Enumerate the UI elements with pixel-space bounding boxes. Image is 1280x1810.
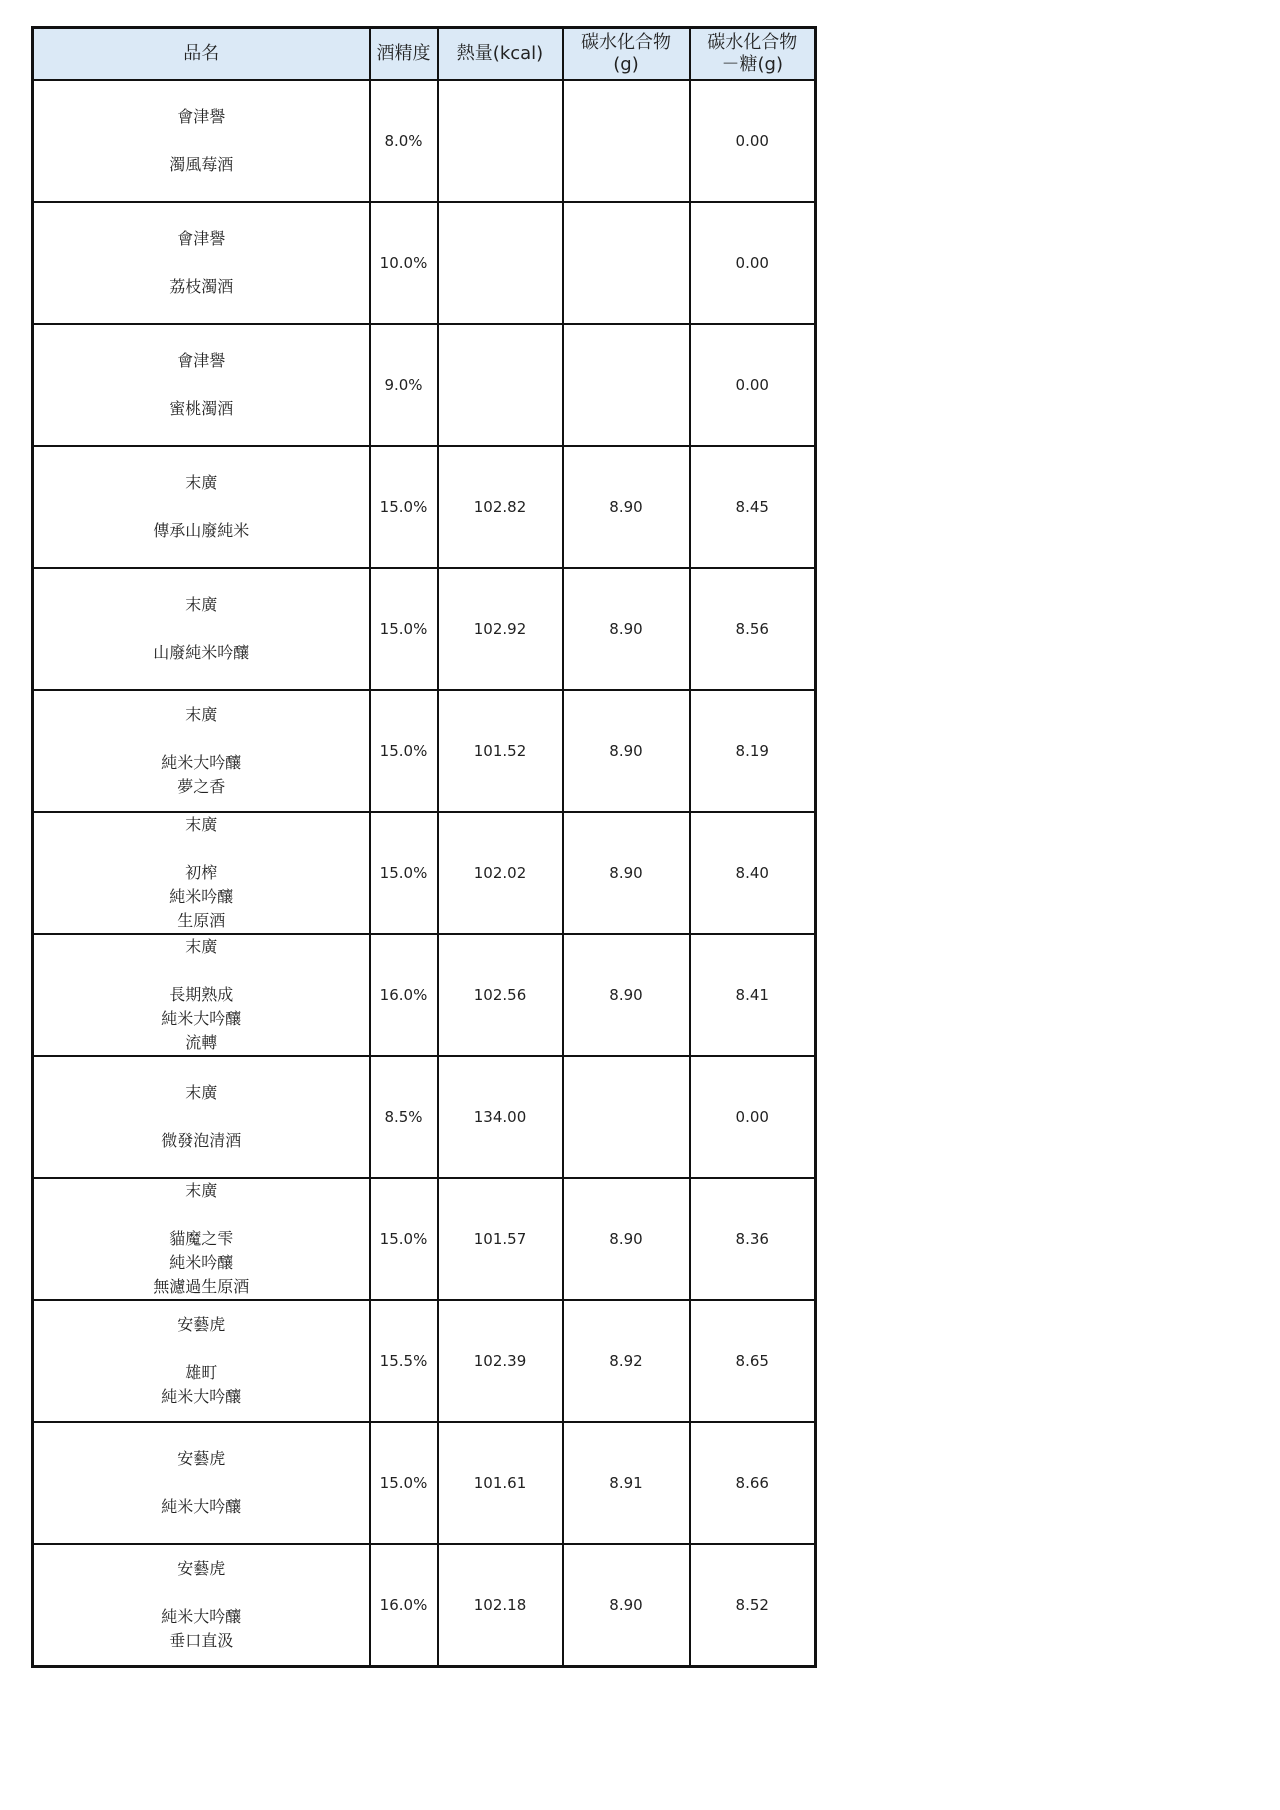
- product-name-line: 夢之香: [177, 777, 226, 796]
- carbohydrates-cell: [563, 202, 690, 324]
- product-name-line: 長期熟成: [169, 985, 234, 1004]
- name-spacer: [34, 959, 369, 983]
- sugar-cell: 0.00: [690, 1056, 816, 1178]
- product-name-line: 濁風莓酒: [169, 155, 234, 174]
- header-product-name: 品名: [33, 28, 370, 81]
- carbohydrates-cell: 8.90: [563, 568, 690, 690]
- product-name-line: 純米吟釀: [169, 887, 234, 906]
- alcohol-content-cell: 15.0%: [370, 568, 438, 690]
- product-name-line: 雄町: [185, 1363, 218, 1382]
- sugar-cell: 0.00: [690, 80, 816, 202]
- name-spacer: [34, 251, 369, 275]
- brand-name: 末廣: [185, 937, 218, 956]
- alcohol-content-cell: 8.5%: [370, 1056, 438, 1178]
- product-name-line: 純米大吟釀: [161, 753, 242, 772]
- sugar-cell: 8.65: [690, 1300, 816, 1422]
- table-row: [33, 1544, 816, 1667]
- brand-name: 末廣: [185, 705, 218, 724]
- brand-name: 安藝虎: [177, 1559, 226, 1578]
- brand-name: 末廣: [185, 815, 218, 834]
- header-carbohydrates: 碳水化合物 (g): [563, 28, 690, 81]
- product-name-cell: [33, 202, 370, 324]
- table-row: [33, 324, 816, 446]
- product-name-line: 荔枝濁酒: [169, 277, 234, 296]
- table-row: [33, 1056, 816, 1178]
- sake-nutrition-table: [31, 26, 817, 1668]
- calories-cell: 101.57: [438, 1178, 563, 1300]
- table-row: [33, 446, 816, 568]
- product-name-cell: [33, 446, 370, 568]
- brand-name: 末廣: [185, 473, 218, 492]
- name-spacer: [34, 1471, 369, 1495]
- table-body: [33, 80, 816, 1667]
- carbohydrates-cell: 8.90: [563, 1544, 690, 1667]
- product-name-line: 生原酒: [177, 911, 226, 930]
- table-row: [33, 690, 816, 812]
- product-name-cell: [33, 1300, 370, 1422]
- alcohol-content-cell: 15.0%: [370, 1178, 438, 1300]
- product-name-line: 蜜桃濁酒: [169, 399, 234, 418]
- product-name-line: 山廢純米吟釀: [153, 643, 250, 662]
- table-row: [33, 934, 816, 1056]
- product-name-line: 貓魔之雫: [169, 1229, 234, 1248]
- product-name-line: 垂口直汲: [169, 1631, 234, 1650]
- sugar-cell: 8.66: [690, 1422, 816, 1544]
- sugar-cell: 0.00: [690, 324, 816, 446]
- calories-cell: 102.56: [438, 934, 563, 1056]
- alcohol-content-cell: 9.0%: [370, 324, 438, 446]
- product-name-line: 流轉: [185, 1033, 218, 1052]
- alcohol-content-cell: 16.0%: [370, 934, 438, 1056]
- product-name-cell: [33, 1544, 370, 1667]
- sugar-cell: 8.36: [690, 1178, 816, 1300]
- alcohol-content-cell: 15.0%: [370, 1422, 438, 1544]
- product-name-line: 純米大吟釀: [161, 1387, 242, 1406]
- product-name-cell: [33, 1422, 370, 1544]
- brand-name: 會津譽: [177, 107, 226, 126]
- sugar-cell: 8.19: [690, 690, 816, 812]
- carbohydrates-cell: [563, 80, 690, 202]
- name-spacer: [34, 727, 369, 751]
- table-row: [33, 80, 816, 202]
- table-row: [33, 1422, 816, 1544]
- name-spacer: [34, 373, 369, 397]
- product-name-line: 無濾過生原酒: [153, 1277, 250, 1296]
- carbohydrates-cell: 8.90: [563, 812, 690, 934]
- calories-cell: [438, 324, 563, 446]
- calories-cell: 102.18: [438, 1544, 563, 1667]
- brand-name: 末廣: [185, 1083, 218, 1102]
- alcohol-content-cell: 8.0%: [370, 80, 438, 202]
- product-name-line: 純米大吟釀: [161, 1497, 242, 1516]
- product-name-line: 純米吟釀: [169, 1253, 234, 1272]
- carbohydrates-cell: 8.90: [563, 690, 690, 812]
- brand-name: 會津譽: [177, 229, 226, 248]
- brand-name: 安藝虎: [177, 1315, 226, 1334]
- brand-name: 會津譽: [177, 351, 226, 370]
- product-name-cell: [33, 934, 370, 1056]
- alcohol-content-cell: 15.0%: [370, 812, 438, 934]
- calories-cell: 101.52: [438, 690, 563, 812]
- carbohydrates-cell: 8.90: [563, 934, 690, 1056]
- sugar-cell: 8.52: [690, 1544, 816, 1667]
- product-name-cell: [33, 690, 370, 812]
- table-header-row: [33, 28, 816, 81]
- name-spacer: [34, 129, 369, 153]
- name-spacer: [34, 837, 369, 861]
- calories-cell: 101.61: [438, 1422, 563, 1544]
- name-spacer: [34, 1203, 369, 1227]
- name-spacer: [34, 1105, 369, 1129]
- product-name-line: 初榨: [185, 863, 218, 882]
- header-alcohol-content: 酒精度: [370, 28, 438, 81]
- carbohydrates-cell: 8.90: [563, 1178, 690, 1300]
- name-spacer: [34, 495, 369, 519]
- product-name-cell: [33, 1056, 370, 1178]
- brand-name: 末廣: [185, 1181, 218, 1200]
- product-name-line: 傳承山廢純米: [153, 521, 250, 540]
- name-spacer: [34, 1581, 369, 1605]
- carbohydrates-cell: [563, 324, 690, 446]
- product-name-cell: [33, 324, 370, 446]
- calories-cell: 134.00: [438, 1056, 563, 1178]
- name-spacer: [34, 617, 369, 641]
- sugar-cell: 8.40: [690, 812, 816, 934]
- calories-cell: 102.02: [438, 812, 563, 934]
- calories-cell: 102.39: [438, 1300, 563, 1422]
- carbohydrates-cell: 8.90: [563, 446, 690, 568]
- name-spacer: [34, 1337, 369, 1361]
- carbohydrates-cell: [563, 1056, 690, 1178]
- sugar-cell: 8.41: [690, 934, 816, 1056]
- product-name-line: 純米大吟釀: [161, 1607, 242, 1626]
- brand-name: 末廣: [185, 595, 218, 614]
- alcohol-content-cell: 16.0%: [370, 1544, 438, 1667]
- product-name-line: 純米大吟釀: [161, 1009, 242, 1028]
- calories-cell: [438, 80, 563, 202]
- alcohol-content-cell: 15.0%: [370, 690, 438, 812]
- alcohol-content-cell: 15.5%: [370, 1300, 438, 1422]
- product-name-line: 微發泡清酒: [161, 1131, 242, 1150]
- table-row: [33, 812, 816, 934]
- table-row: [33, 202, 816, 324]
- table-row: [33, 568, 816, 690]
- carbohydrates-cell: 8.91: [563, 1422, 690, 1544]
- calories-cell: 102.82: [438, 446, 563, 568]
- table-row: [33, 1300, 816, 1422]
- carbohydrates-cell: 8.92: [563, 1300, 690, 1422]
- product-name-cell: [33, 80, 370, 202]
- header-sugar: 碳水化合物 －糖(g): [690, 28, 816, 81]
- product-name-cell: [33, 812, 370, 934]
- table-row: [33, 1178, 816, 1300]
- sugar-cell: 8.56: [690, 568, 816, 690]
- calories-cell: [438, 202, 563, 324]
- calories-cell: 102.92: [438, 568, 563, 690]
- alcohol-content-cell: 10.0%: [370, 202, 438, 324]
- brand-name: 安藝虎: [177, 1449, 226, 1468]
- sugar-cell: 8.45: [690, 446, 816, 568]
- product-name-cell: [33, 1178, 370, 1300]
- header-calories: 熱量(kcal): [438, 28, 563, 81]
- sugar-cell: 0.00: [690, 202, 816, 324]
- alcohol-content-cell: 15.0%: [370, 446, 438, 568]
- product-name-cell: [33, 568, 370, 690]
